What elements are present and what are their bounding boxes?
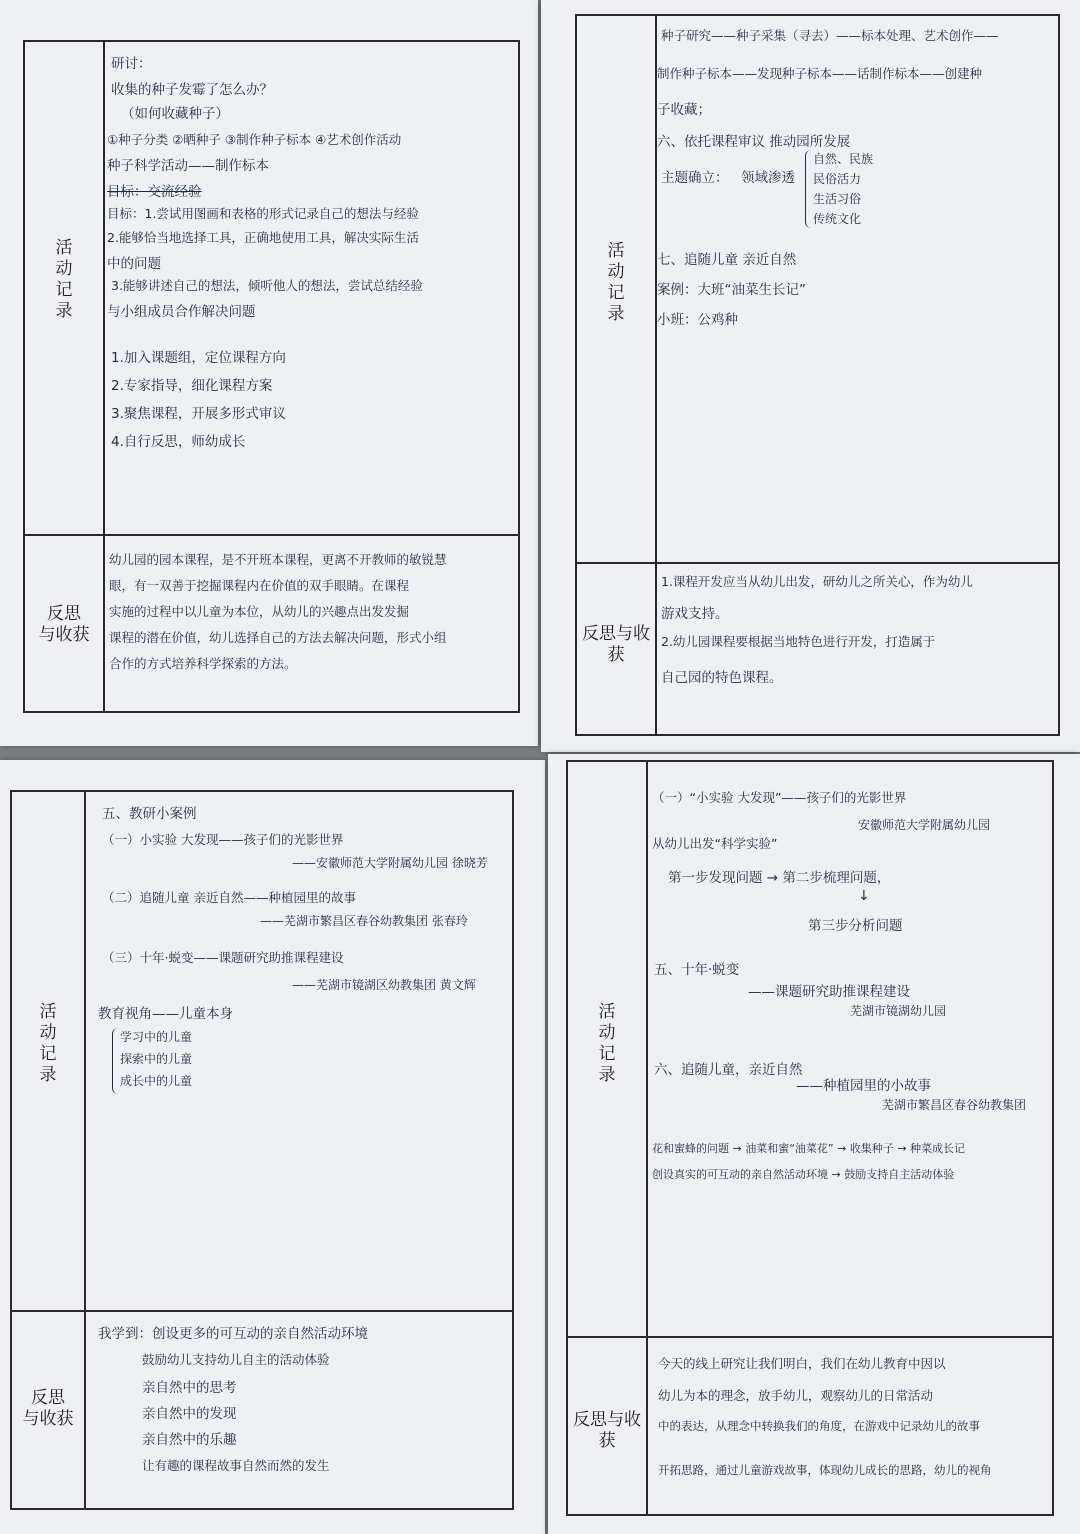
label-char: 活 [607,241,625,261]
topic-brace [805,150,812,228]
record-table [575,14,1060,736]
record-line: 六、追随儿童，亲近自然 [654,1062,803,1078]
label-char: 记 [598,1044,616,1064]
brace-item: 民俗活力 [813,172,862,186]
sheet-top-left [0,0,538,746]
perspective-brace [112,1028,119,1094]
record-line: 案例：大班“油菜生长记” [657,282,806,298]
label-char: 记 [55,280,73,300]
reflect-line: 眼，有一双善于挖掘课程内在价值的双手眼睛。在课程 [109,578,410,593]
record-label [568,1002,646,1086]
brace-item: 生活习俗 [813,192,862,206]
reflect-line: 合作的方式培养科学探索的方法。 [109,656,297,671]
record-line: ——课题研究助推课程建设 [748,984,910,1000]
record-line: ——安徽师范大学附属幼儿园 徐晓芳 [292,856,488,870]
record-line: 4.自行反思，师幼成长 [111,434,246,450]
record-line: ——芜湖市繁昌区春谷幼教集团 张春玲 [260,914,468,928]
record-line: 主题确立： [661,170,729,186]
record-line: 花和蜜蜂的问题 → 油菜和蜜“油菜花” → 收集种子 → 种菜成长记 [652,1142,966,1155]
reflect-line: 课程的潜在价值，幼儿选择自己的方法去解决问题，形式小组 [109,630,447,645]
record-line: 与小组成员合作解决问题 [107,304,256,320]
record-label [25,238,103,322]
record-line: 第三步分析问题 [808,918,903,934]
reflect-label: 反思 与收获 [22,1388,74,1429]
record-line: 六、依托课程审议 推动园所发展 [657,134,851,150]
record-label [577,241,655,325]
brace-item: 成长中的儿童 [120,1074,193,1088]
reflect-label: 反思 与收获 [38,604,90,645]
record-label [12,1002,84,1086]
label-char: 活 [39,1002,57,1022]
reflect-line: 鼓励幼儿支持幼儿自主的活动体验 [142,1352,330,1367]
reflect-line: 游戏支持。 [661,606,729,622]
reflect-line: 亲自然中的发现 [142,1406,237,1422]
label-char: 活 [598,1002,616,1022]
label-char: 录 [607,304,625,324]
record-line: 五、十年·蜕变 [654,962,740,978]
reflect-line: 自己园的特色课程。 [661,670,783,686]
record-line: 七、追随儿童 亲近自然 [657,252,797,268]
record-line: （一）“小实验 大发现”——孩子们的光影世界 [652,790,907,805]
brace-item: 探索中的儿童 [120,1052,193,1066]
record-line: ①种子分类 ②晒种子 ③制作种子标本 ④艺术创作活动 [107,132,402,147]
record-table [566,760,1054,1516]
record-line: （一）小实验 大发现——孩子们的光影世界 [102,832,344,847]
sheet-bottom-left [0,760,545,1534]
record-line: 安徽师范大学附属幼儿园 [858,818,991,832]
record-line: 种子研究——种子采集（寻去）——标本处理、艺术创作—— [661,28,999,43]
record-line: 收集的种子发霉了怎么办？ [111,82,273,98]
reflect-line: 开拓思路，通过儿童游戏故事，体现幼儿成长的思路，幼儿的视角 [658,1463,992,1477]
label-char: 录 [55,301,73,321]
reflect-line: 亲自然中的思考 [142,1380,237,1396]
record-line: 从幼儿出发“科学实验” [652,836,778,851]
label-char: 动 [607,262,625,282]
record-line: 目标：1.尝试用图画和表格的形式记录自己的想法与经验 [107,206,419,221]
record-line: 3.能够讲述自己的想法，倾听他人的想法，尝试总结经验 [111,278,423,293]
record-line: 2.能够恰当地选择工具，正确地使用工具，解决实际生活 [107,230,419,245]
label-char: 动 [55,259,73,279]
record-table [23,40,520,713]
record-line: 芜湖市镜湖幼儿园 [850,1004,947,1018]
label-char: 记 [607,283,625,303]
label-char: 录 [39,1065,57,1085]
brace-item: 学习中的儿童 [120,1030,193,1044]
record-line: ——种植园里的小故事 [796,1078,931,1094]
label-char: 录 [598,1065,616,1085]
record-line: 研讨： [111,56,152,72]
record-line: 种子科学活动——制作标本 [107,158,269,174]
label-char: 动 [39,1023,57,1043]
record-line: 子收藏； [657,102,711,118]
reflect-line: 1.课程开发应当从幼儿出发，研幼儿之所关心，作为幼儿 [661,574,973,589]
reflect-line: 中的表达，从理念中转换我们的角度，在游戏中记录幼儿的故事 [658,1419,980,1433]
reflect-line: 幼儿园的园本课程，是不开班本课程，更离不开教师的敏锐慧 [109,552,447,567]
reflect-line: 幼儿为本的理念，放手幼儿，观察幼儿的日常活动 [658,1388,934,1403]
record-line: 中的问题 [107,256,161,272]
record-line: 制作种子标本——发现种子标本——话制作标本——创建种 [657,66,983,81]
sheet-top-right [541,0,1080,752]
reflect-line: 实施的过程中以儿童为本位，从幼儿的兴趣点出发发掘 [109,604,410,619]
label-char: 动 [598,1023,616,1043]
record-line: 2.专家指导，细化课程方案 [111,378,273,394]
reflect-line: 让有趣的课程故事自然而然的发生 [142,1458,330,1473]
sheet-bottom-right [548,754,1080,1534]
record-line: 芜湖市繁昌区春谷幼教集团 [882,1098,1027,1112]
record-line: 五、教研小案例 [102,806,197,822]
record-line: （二）追随儿童 亲近自然——种植园里的故事 [102,890,356,905]
record-line: 3.聚焦课程，开展多形式审议 [111,406,286,422]
record-line: （三）十年·蜕变——课题研究助推课程建设 [102,950,344,965]
label-char: 活 [55,238,73,258]
reflect-line: 今天的线上研究让我们明白，我们在幼儿教育中因以 [658,1356,946,1371]
reflect-line: 2.幼儿园课程要根据当地特色进行开发，打造属于 [661,634,936,649]
record-line: 第一步发现问题 → 第二步梳理问题， [668,870,891,886]
record-line: （如何收藏种子） [121,106,229,122]
record-line: 1.加入课题组，定位课程方向 [111,350,286,366]
brace-item: 传统文化 [813,212,862,226]
record-line: 领域渗透 [741,170,795,186]
down-arrow-icon: ↓ [858,888,870,904]
record-line: 小班：公鸡种 [657,312,738,328]
reflect-label: 反思与收获 [573,1410,641,1451]
record-line: 目标：交流经验 [107,184,202,200]
reflect-label: 反思与收获 [582,624,650,665]
record-line: 创设真实的可互动的亲自然活动环境 → 鼓励支持自主活动体验 [652,1168,955,1181]
reflect-line: 亲自然中的乐趣 [142,1432,237,1448]
record-line: 教育视角——儿童本身 [98,1006,233,1022]
record-table [10,790,514,1510]
record-line: ——芜湖市镜湖区幼教集团 黄文辉 [292,978,476,992]
label-char: 记 [39,1044,57,1064]
reflect-line: 我学到：创设更多的可互动的亲自然活动环境 [98,1326,368,1342]
brace-item: 自然、民族 [813,152,874,166]
